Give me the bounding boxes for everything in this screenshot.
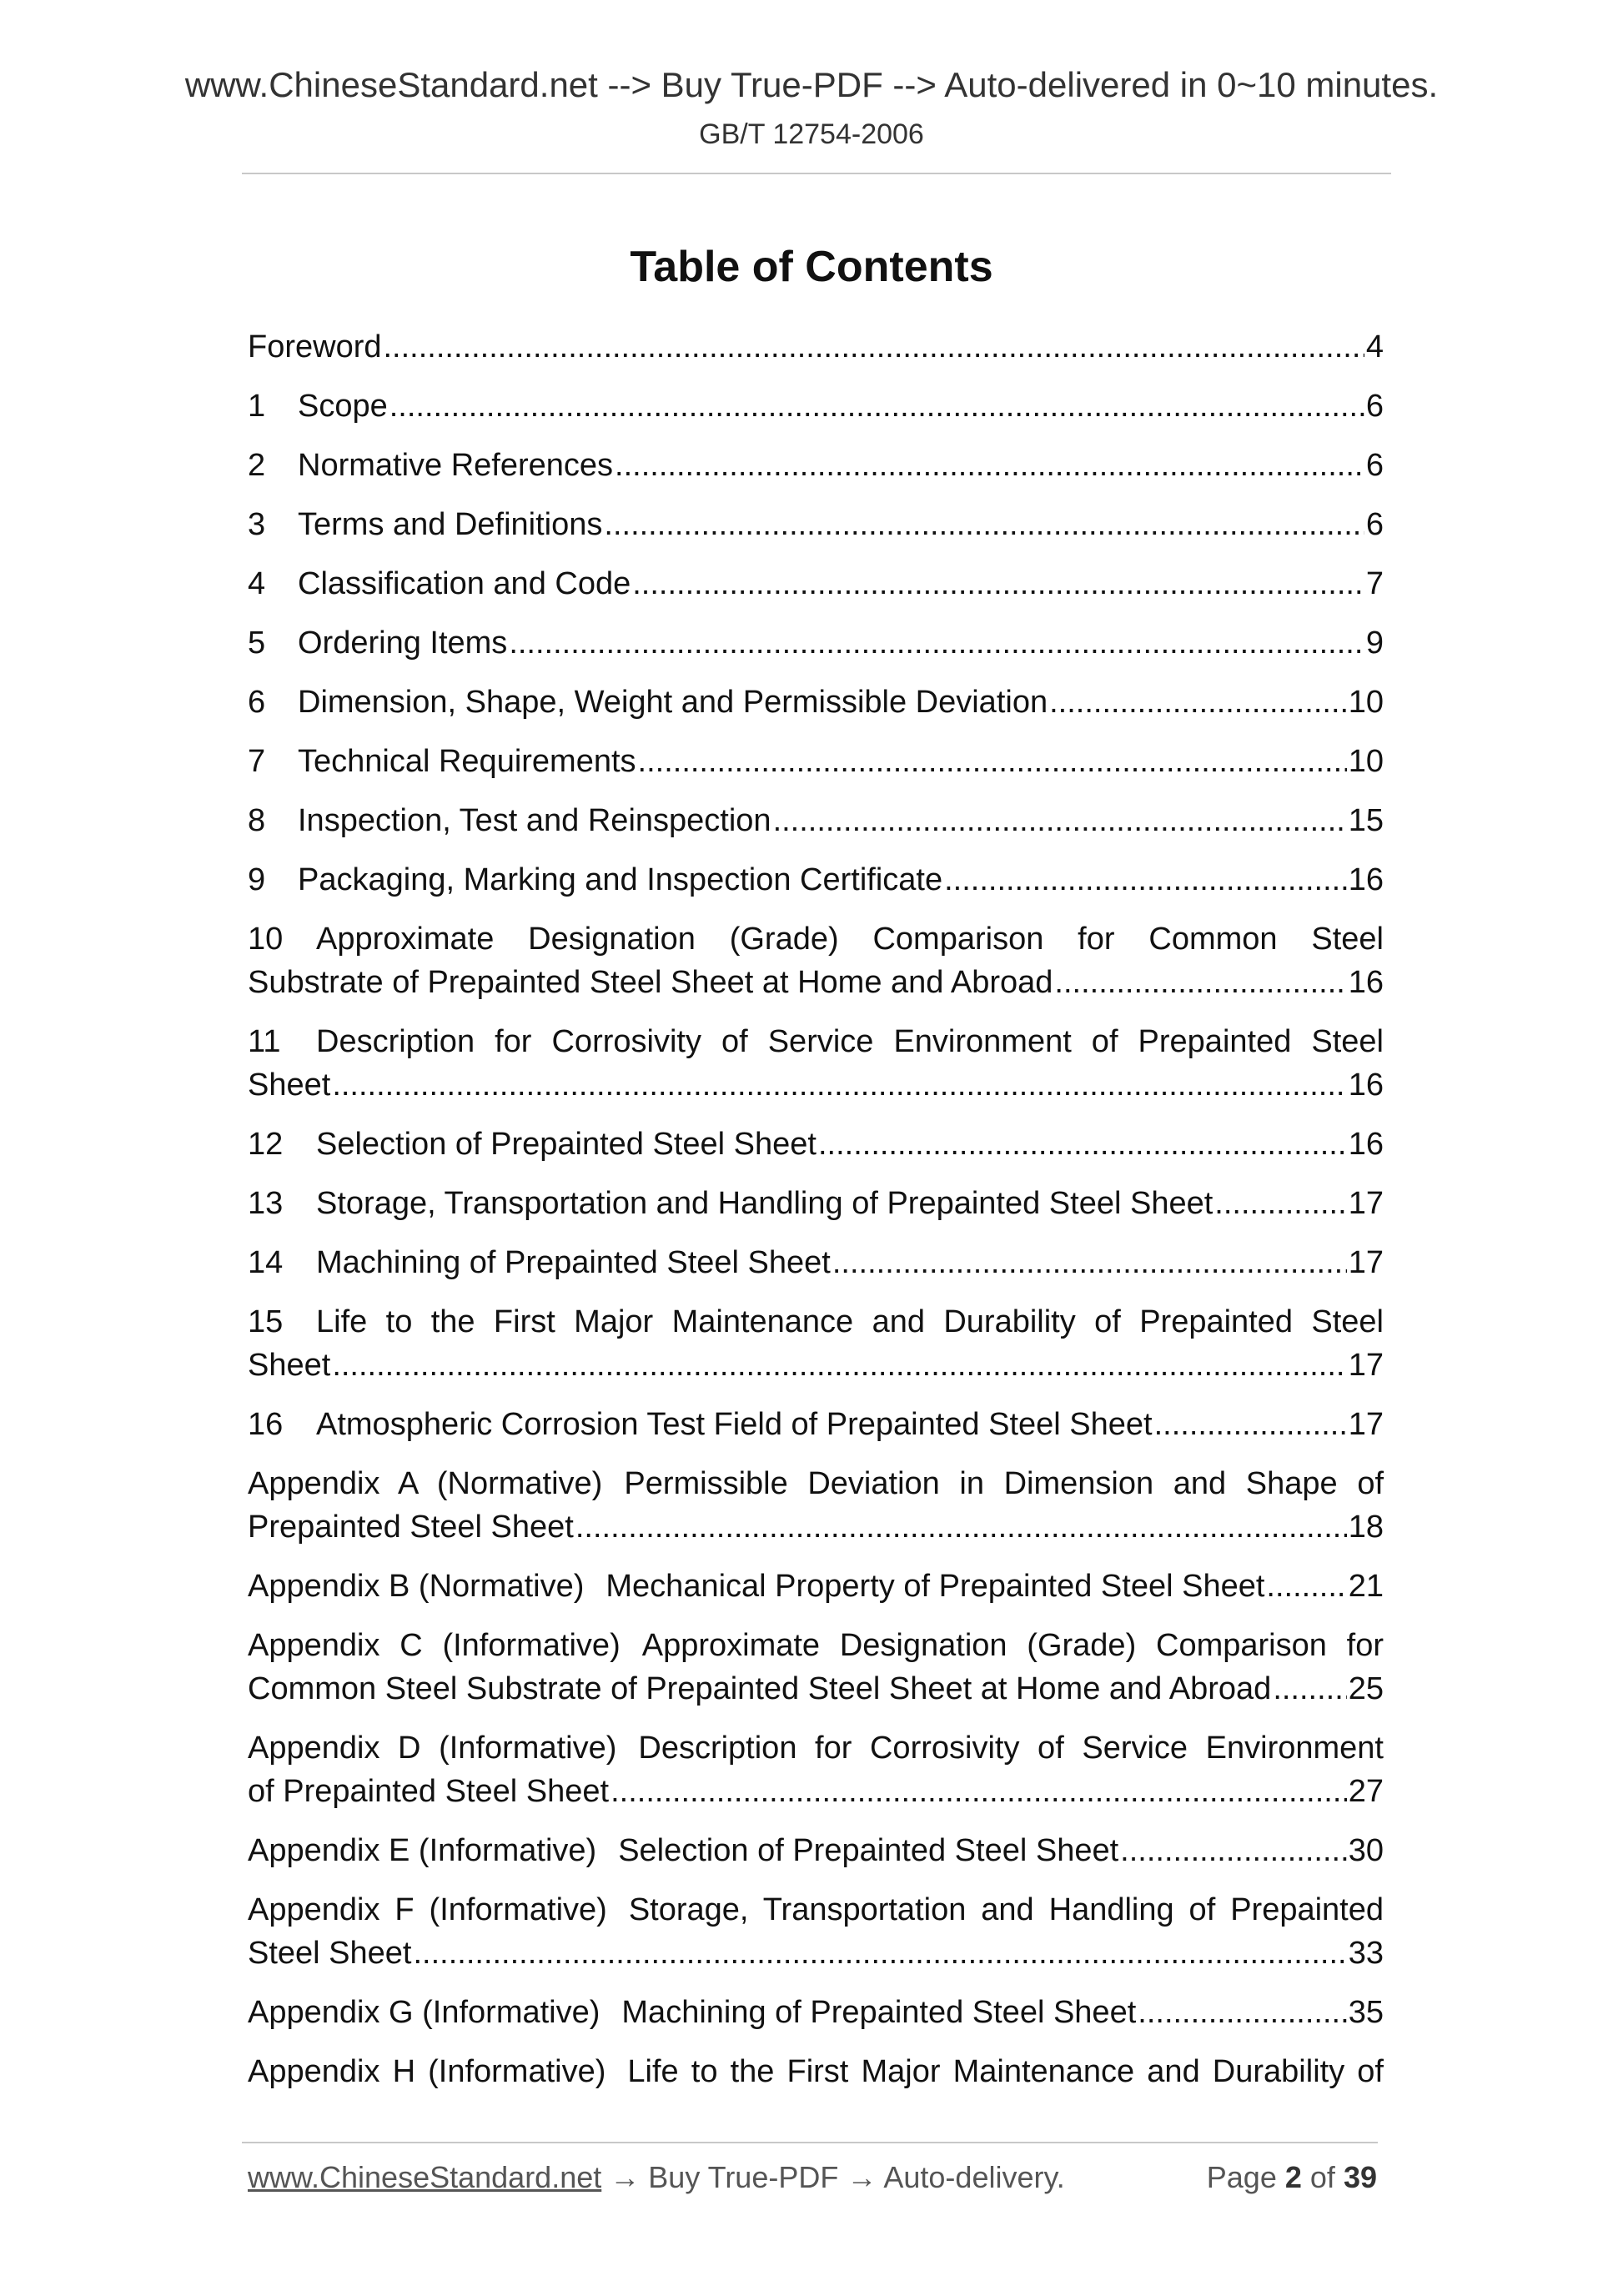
toc-label: Inspection, Test and Reinspection <box>298 803 771 838</box>
toc-number: 13 <box>248 1186 284 1221</box>
toc-entry-4[interactable] <box>248 562 1384 605</box>
toc-entry-5[interactable] <box>248 621 1384 665</box>
footer-divider <box>242 2142 1378 2143</box>
appendix-type: Appendix H (Informative) <box>248 2054 606 2089</box>
toc-label-line2: Steel Sheet <box>248 1936 412 1971</box>
dot-leader <box>604 503 1364 546</box>
dot-leader <box>632 562 1364 605</box>
toc-entry-15[interactable] <box>248 1300 1384 1387</box>
toc-number: 8 <box>248 803 266 838</box>
page-total: 39 <box>1343 2160 1377 2194</box>
page-word: Page <box>1206 2160 1277 2194</box>
dot-leader <box>575 1505 1347 1549</box>
toc-label-line1: Approximate Designation (Grade) Comparison for <box>641 1628 1384 1663</box>
toc-page: 17 <box>1348 1245 1384 1280</box>
toc-entry-appendix-a[interactable] <box>248 1462 1384 1549</box>
toc-number: 3 <box>248 507 266 542</box>
dot-leader <box>638 740 1347 783</box>
arrow-icon: → <box>610 2160 641 2194</box>
toc-label: Terms and Definitions <box>298 507 603 542</box>
toc-label: Classification and Code <box>298 566 631 601</box>
dot-leader <box>384 325 1364 369</box>
toc-page: 30 <box>1348 1833 1384 1868</box>
toc-page: 16 <box>1348 862 1384 897</box>
toc-label: Scope <box>298 389 388 424</box>
toc-page: 4 <box>1365 329 1384 364</box>
toc-entry-9[interactable] <box>248 858 1384 902</box>
toc-page: 17 <box>1348 1348 1384 1383</box>
footer-link[interactable]: www.ChineseStandard.net <box>248 2160 602 2194</box>
toc-number: 6 <box>248 685 266 720</box>
toc-page: 25 <box>1348 1671 1384 1706</box>
dot-leader <box>615 444 1364 487</box>
toc-label-line2: Common Steel Substrate of Prepainted Steel Sheet at Home and Abroad <box>248 1671 1272 1706</box>
toc-number: 1 <box>248 389 266 424</box>
dot-leader <box>611 1770 1347 1813</box>
dot-leader <box>818 1123 1347 1166</box>
dot-leader <box>1049 681 1347 724</box>
toc-entry-10[interactable] <box>248 917 1384 1004</box>
appendix-type: Appendix E (Informative) <box>248 1833 597 1868</box>
dot-leader <box>1154 1403 1347 1446</box>
appendix-type: Appendix C (Informative) <box>248 1628 621 1663</box>
toc-page: 7 <box>1365 566 1384 601</box>
toc-number: 16 <box>248 1407 284 1442</box>
toc-number: 11 <box>248 1024 281 1059</box>
dot-leader <box>1120 1829 1347 1872</box>
toc-label-line2: Sheet <box>248 1348 331 1383</box>
dot-leader <box>509 621 1364 665</box>
toc-number: 10 <box>248 922 284 957</box>
toc-entry-7[interactable] <box>248 740 1384 783</box>
toc-number: 4 <box>248 566 266 601</box>
toc-page: 33 <box>1348 1936 1384 1971</box>
of-word: of <box>1309 2160 1335 2194</box>
toc-label: Storage, Transportation and Handling of Prepainted Steel Sheet <box>316 1186 1213 1221</box>
toc-label: Selection of Prepainted Steel Sheet <box>618 1833 1119 1868</box>
toc-number: 14 <box>248 1245 284 1280</box>
toc-label-line2: Prepainted Steel Sheet <box>248 1510 574 1545</box>
toc-label: Selection of Prepainted Steel Sheet <box>316 1127 817 1162</box>
toc-number: 2 <box>248 448 266 483</box>
toc-page: 17 <box>1348 1186 1384 1221</box>
toc-page: 16 <box>1348 1127 1384 1162</box>
dot-leader <box>332 1063 1346 1107</box>
toc-number: 9 <box>248 862 266 897</box>
toc-page: 15 <box>1348 803 1384 838</box>
toc-page: 6 <box>1365 507 1384 542</box>
toc-entry-16[interactable] <box>248 1403 1384 1446</box>
toc-entry-appendix-g[interactable] <box>248 1991 1384 2034</box>
toc-label: Atmospheric Corrosion Test Field of Prepainted Steel Sheet <box>316 1407 1153 1442</box>
dot-leader <box>413 1932 1346 1975</box>
footer <box>248 2160 1384 2195</box>
page-current: 2 <box>1284 2160 1302 2194</box>
toc-page: 10 <box>1348 685 1384 720</box>
toc-entry-12[interactable] <box>248 1123 1384 1166</box>
dot-leader <box>1273 1667 1346 1711</box>
footer-delivery: Auto-delivery. <box>883 2160 1065 2194</box>
toc-number: 7 <box>248 744 266 779</box>
footer-buy: Buy True-PDF <box>648 2160 839 2194</box>
toc-number: 5 <box>248 625 266 661</box>
toc-label-line2: Substrate of Prepainted Steel Sheet at Home and Abroad <box>248 965 1053 1000</box>
toc-entry-appendix-e[interactable] <box>248 1829 1384 1872</box>
appendix-type: Appendix B (Normative) <box>248 1569 585 1604</box>
toc-label: Packaging, Marking and Inspection Certificate <box>298 862 943 897</box>
toc-label: Machining of Prepainted Steel Sheet <box>316 1245 831 1280</box>
page-title: Table of Contents <box>630 243 993 291</box>
toc-label: Machining of Prepainted Steel Sheet <box>621 1995 1137 2030</box>
dot-leader <box>944 858 1347 902</box>
toc-label-line1: Description for Corrosivity of Service Environment <box>638 1731 1384 1766</box>
header-divider <box>242 173 1391 174</box>
toc-label-line1: Life to the First Major Maintenance and Durability of <box>627 2054 1384 2089</box>
toc-number: 15 <box>248 1304 284 1339</box>
dot-leader <box>773 799 1347 842</box>
toc-label: Dimension, Shape, Weight and Permissible Deviation <box>298 685 1048 720</box>
dot-leader <box>1054 961 1346 1004</box>
toc-page: 16 <box>1348 965 1384 1000</box>
dot-leader <box>1214 1182 1346 1225</box>
table-of-contents <box>248 325 1384 2109</box>
toc-page: 18 <box>1348 1510 1384 1545</box>
toc-label-line1: Approximate Designation (Grade) Comparison for Common Steel <box>316 922 1384 957</box>
toc-page: 17 <box>1348 1407 1384 1442</box>
standard-code: GB/T 12754-2006 <box>699 118 924 150</box>
toc-entry-8[interactable] <box>248 799 1384 842</box>
dot-leader <box>1138 1991 1346 2034</box>
toc-label: Mechanical Property of Prepainted Steel Sheet <box>605 1569 1265 1604</box>
toc-page: 27 <box>1348 1774 1384 1809</box>
header-banner: www.ChineseStandard.net --> Buy True-PDF --> Auto-delivered in 0~10 minutes. <box>184 65 1439 104</box>
toc-entry-13[interactable] <box>248 1182 1384 1225</box>
appendix-type: Appendix A (Normative) <box>248 1466 603 1501</box>
toc-number: 12 <box>248 1127 284 1162</box>
dot-leader <box>332 1344 1346 1387</box>
toc-entry-appendix-c[interactable] <box>248 1624 1384 1711</box>
toc-label-line2: of Prepainted Steel Sheet <box>248 1774 610 1809</box>
toc-label-line1: Storage, Transportation and Handling of Prepainted <box>628 1892 1384 1927</box>
toc-page: 16 <box>1348 1068 1384 1103</box>
dot-leader <box>1266 1565 1346 1608</box>
toc-entry-1[interactable] <box>248 384 1384 428</box>
toc-page: 9 <box>1365 625 1384 661</box>
toc-entry-appendix-f[interactable] <box>248 1888 1384 1975</box>
arrow-icon: → <box>847 2160 877 2194</box>
toc-page: 6 <box>1365 448 1384 483</box>
toc-entry-3[interactable] <box>248 503 1384 546</box>
toc-entry-appendix-b[interactable] <box>248 1565 1384 1608</box>
appendix-type: Appendix F (Informative) <box>248 1892 607 1927</box>
toc-entry-2[interactable] <box>248 444 1384 487</box>
toc-label: Ordering Items <box>298 625 508 661</box>
toc-entry-appendix-h[interactable] <box>248 2050 1384 2093</box>
toc-label-line1: Permissible Deviation in Dimension and Shape of <box>624 1466 1384 1501</box>
toc-page: 21 <box>1348 1569 1384 1604</box>
toc-label-line2: Sheet <box>248 1068 331 1103</box>
appendix-type: Appendix G (Informative) <box>248 1995 600 2030</box>
toc-page: 10 <box>1348 744 1384 779</box>
toc-label: Normative References <box>298 448 614 483</box>
dot-leader <box>389 384 1364 428</box>
page-indicator <box>1207 2160 1377 2195</box>
toc-entry-11[interactable] <box>248 1020 1384 1107</box>
toc-page: 6 <box>1365 389 1384 424</box>
toc-label-line1: Life to the First Major Maintenance and Durability of Prepainted Steel <box>316 1304 1384 1339</box>
toc-entry-appendix-d[interactable] <box>248 1726 1384 1813</box>
dot-leader <box>832 1241 1347 1284</box>
toc-label: Technical Requirements <box>298 744 636 779</box>
toc-entry-14[interactable] <box>248 1241 1384 1284</box>
toc-entry-foreword[interactable] <box>248 325 1384 369</box>
toc-entry-6[interactable] <box>248 681 1384 724</box>
toc-label-line1: Description for Corrosivity of Service Environment of Prepainted Steel <box>316 1024 1384 1059</box>
toc-label: Foreword <box>248 329 382 364</box>
toc-page: 35 <box>1348 1995 1384 2030</box>
appendix-type: Appendix D (Informative) <box>248 1731 617 1766</box>
